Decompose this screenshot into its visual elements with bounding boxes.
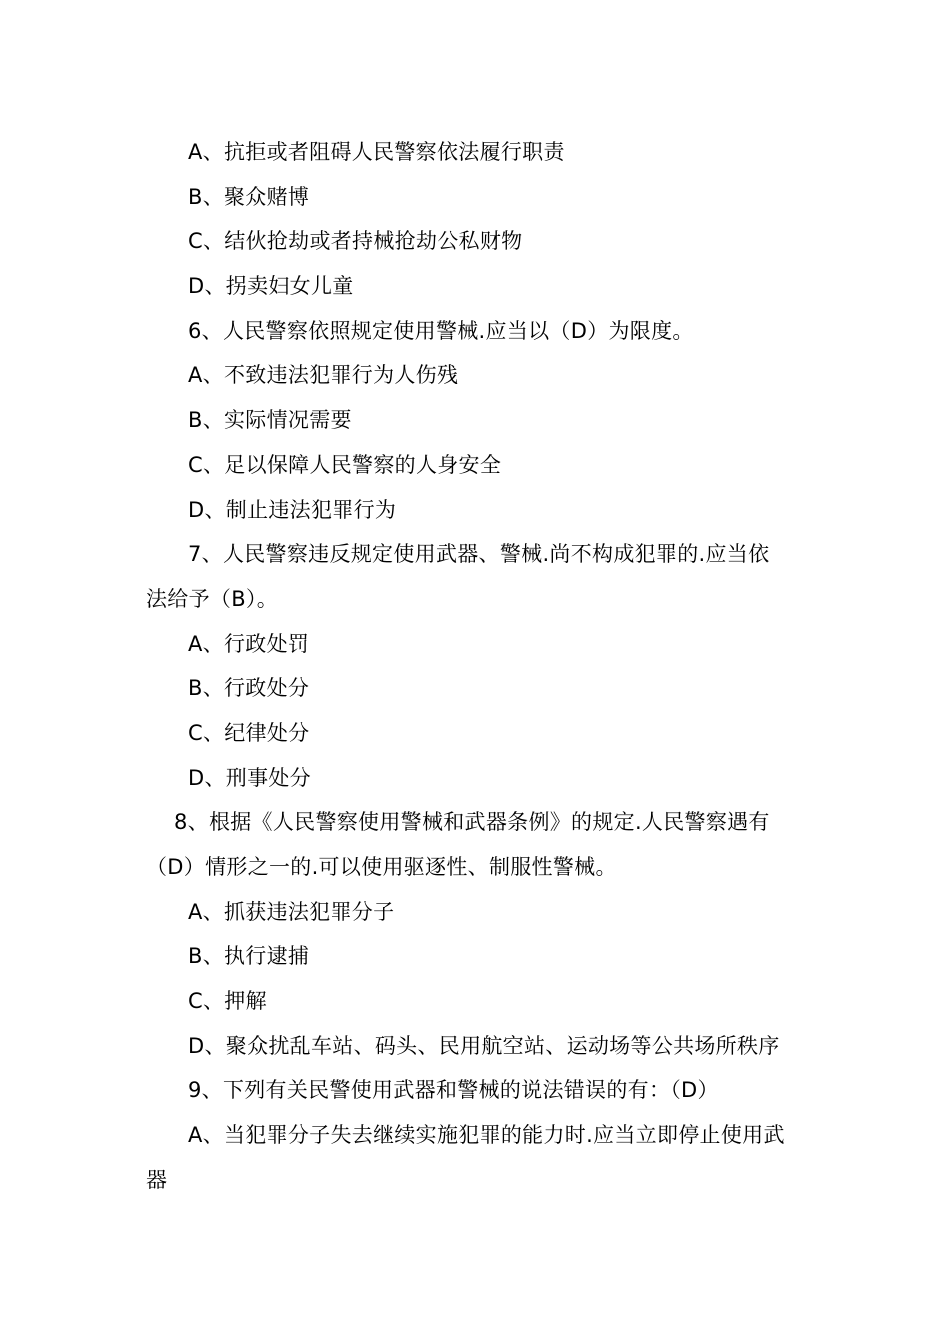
text-line: A、抓获违法犯罪分子 (188, 899, 395, 924)
text-line: D、制止违法犯罪行为 (188, 497, 397, 522)
text-line: C、足以保障人民警察的人身安全 (188, 452, 502, 477)
text-line: 8、根据《人民警察使用警械和武器条例》的规定.人民警察遇有 (174, 810, 770, 835)
text-line: B、聚众赌博 (188, 184, 310, 209)
text-line: A、当犯罪分子失去继续实施犯罪的能力时.应当立即停止使用武 (188, 1123, 785, 1148)
text-line: A、不致违法犯罪行为人伤残 (188, 363, 459, 388)
text-line: D、刑事处分 (188, 765, 311, 790)
text-line: B、实际情况需要 (188, 408, 352, 433)
text-line: C、押解 (188, 989, 267, 1014)
text-line: 9、下列有关民警使用武器和警械的说法错误的有：（D） (188, 1078, 719, 1103)
text-line: 法给予（B）。 (146, 586, 279, 611)
text-line: C、结伙抢劫或者持械抢劫公私财物 (188, 229, 523, 254)
text-line: D、聚众扰乱车站、码头、民用航空站、运动场等公共场所秩序 (188, 1033, 780, 1058)
text-line: （D）情形之一的.可以使用驱逐性、制服性警械。 (146, 855, 617, 879)
text-line: D、拐卖妇女儿童 (188, 274, 354, 299)
text-line: 6、人民警察依照规定使用警械.应当以（D）为限度。 (188, 318, 694, 343)
text-line: 7、人民警察违反规定使用武器、警械.尚不构成犯罪的.应当依 (188, 542, 770, 567)
text-line: 器 (146, 1167, 168, 1192)
text-line: A、行政处罚 (188, 631, 310, 656)
text-line: C、纪律处分 (188, 720, 310, 745)
text-line: B、行政处分 (188, 676, 310, 701)
document-body (146, 130, 810, 1203)
text-line: B、执行逮捕 (188, 944, 310, 969)
text-line: A、抗拒或者阻碍人民警察依法履行职责 (188, 140, 565, 164)
